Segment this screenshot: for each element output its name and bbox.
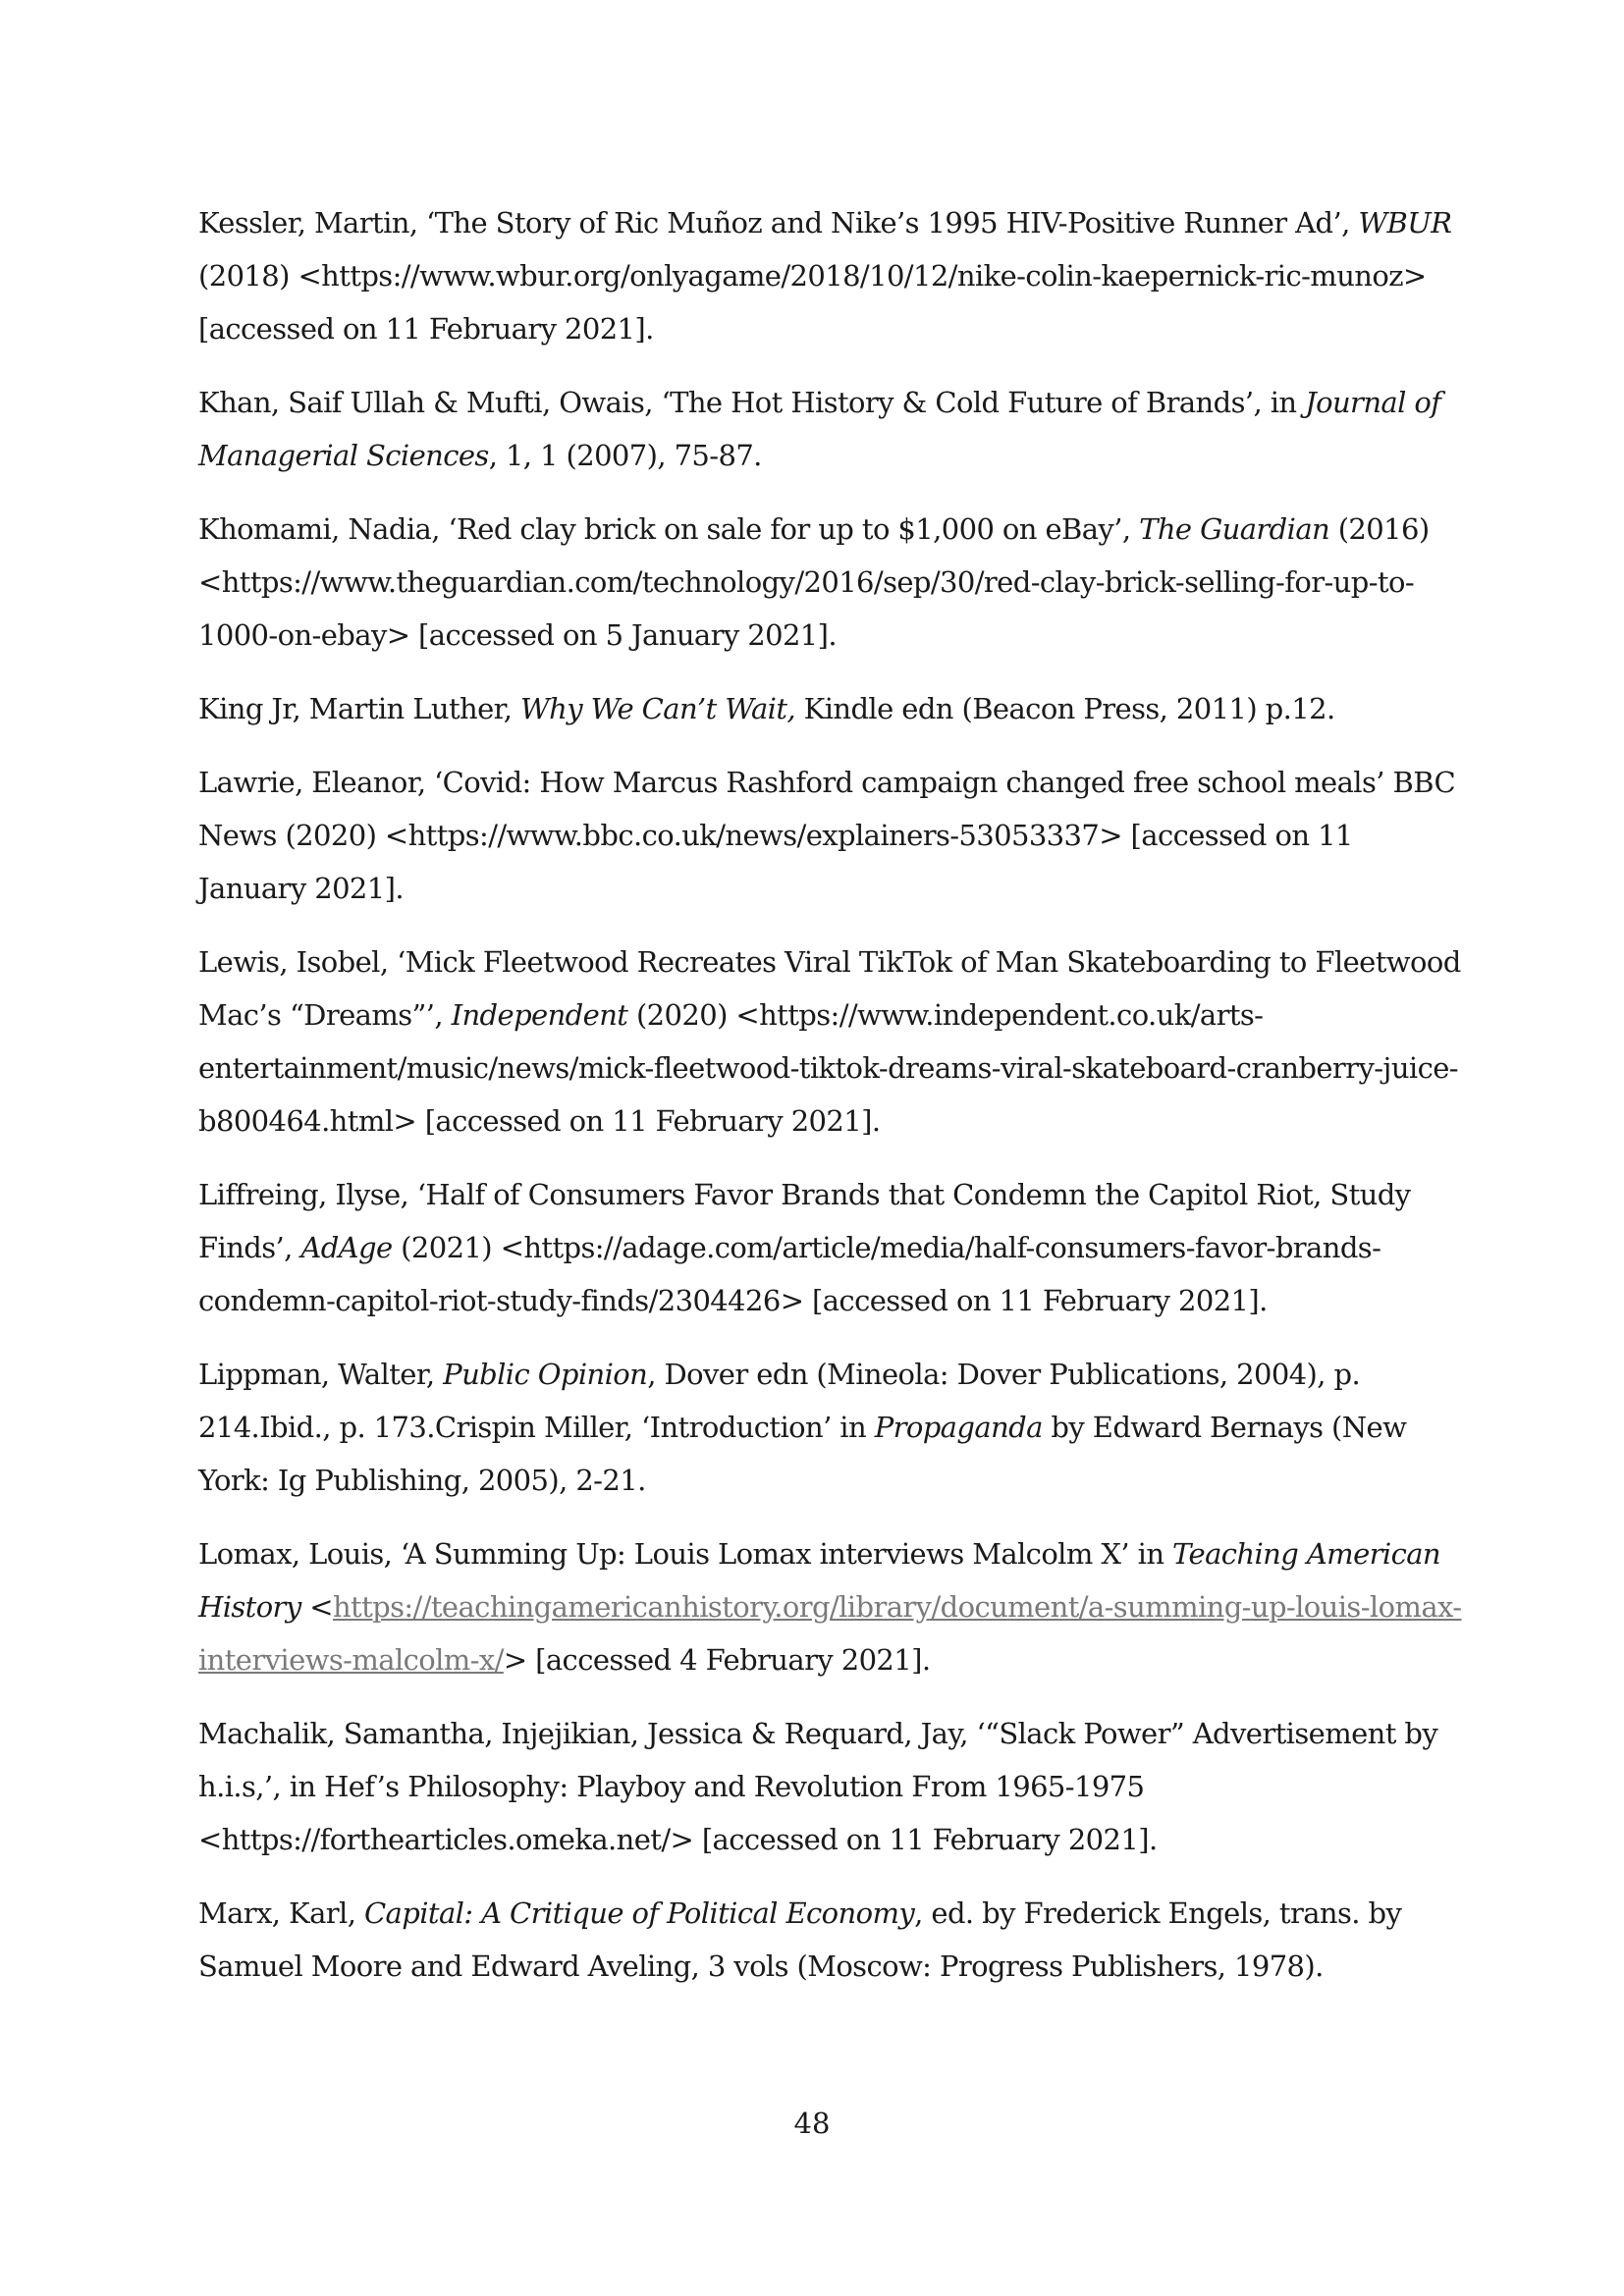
bibliography-entry-lawrie: Lawrie, Eleanor, ‘Covid: How Marcus Rashford campaign changed free school meals’ BBC News (2020) <https://www.bbc.co.uk/news/explainers-53053337> [accessed on 11 January 2021]. (198, 766, 1456, 905)
bibliography-entry-machalik: Machalik, Samantha, Injejikian, Jessica & Requard, Jay, ‘“Slack Power” Advertisement by h.i.s,’, in Hef’s Philosophy: Playboy and Revolution From 1965-1975 <https://forthearticles.omeka.net/> [accessed on 11 February 2021]. (198, 1717, 1438, 1856)
bibliography-entry-marx: Marx, Karl, Capital: A Critique of Political Economy, ed. by Frederick Engels, trans. by Samuel Moore and Edward Aveling, 3 vols (Moscow: Progress Publishers, 1978). (198, 1896, 1402, 1983)
reference-link[interactable]: https://teachingamericanhistory.org/library/document/a-summing-up-louis-lomax-interviews-malcolm-x/ (198, 1590, 1462, 1677)
bibliography-entry-lewis: Lewis, Isobel, ‘Mick Fleetwood Recreates Viral TikTok of Man Skateboarding to Fleetwood Mac’s “Dreams”’, Independent (2020) <https://www.independent.co.uk/arts-entertainment/music/news/mick-fleetwood-tiktok-dreams-viral-skateboard-cranberry-juice-b800464.html> [accessed on 11 February 2021]. (198, 945, 1461, 1138)
bibliography-list (198, 196, 1465, 2013)
bibliography-entry-khan: Khan, Saif Ullah & Mufti, Owais, ‘The Hot History & Cold Future of Brands’, in Journal of Managerial Sciences, 1, 1 (2007), 75-87. (198, 386, 1441, 472)
bibliography-entry-lomax: Lomax, Louis, ‘A Summing Up: Louis Lomax interviews Malcolm X’ in Teaching American History <https://teachingamericanhistory.org/library/document/a-summing-up-louis-lomax-interviews-malcolm-x/> [accessed 4 February 2021]. (198, 1537, 1462, 1677)
page-number: 48 (793, 2107, 831, 2140)
bibliography-entry-king: King Jr, Martin Luther, Why We Can’t Wait, Kindle edn (Beacon Press, 2011) p.12. (198, 692, 1335, 725)
bibliography-entry-liffreing: Liffreing, Ilyse, ‘Half of Consumers Favor Brands that Condemn the Capitol Riot, Study Finds’, AdAge (2021) <https://adage.com/article/media/half-consumers-favor-brands-condemn-capitol-riot-study-finds/2304426> [accessed on 11 February 2021]. (198, 1178, 1411, 1317)
bibliography-entry-kessler: Kessler, Martin, ‘The Story of Ric Muñoz and Nike’s 1995 HIV-Positive Runner Ad’, WBUR (2018) <https://www.wbur.org/onlyagame/2018/10/12/nike-colin-kaepernick-ric-munoz> [accessed on 11 February 2021]. (198, 206, 1452, 346)
bibliography-entry-khomami: Khomami, Nadia, ‘Red clay brick on sale for up to $1,000 on eBay’, The Guardian (2016) <https://www.theguardian.com/technology/2016/sep/30/red-clay-brick-selling-for-up-to-1000-on-ebay> [accessed on 5 January 2021]. (198, 512, 1430, 652)
bibliography-entry-lippman: Lippman, Walter, Public Opinion, Dover edn (Mineola: Dover Publications, 2004), p. 214.Ibid., p. 173.Crispin Miller, ‘Introduction’ in Propaganda by Edward Bernays (New York: Ig Publishing, 2005), 2-21. (198, 1358, 1407, 1497)
